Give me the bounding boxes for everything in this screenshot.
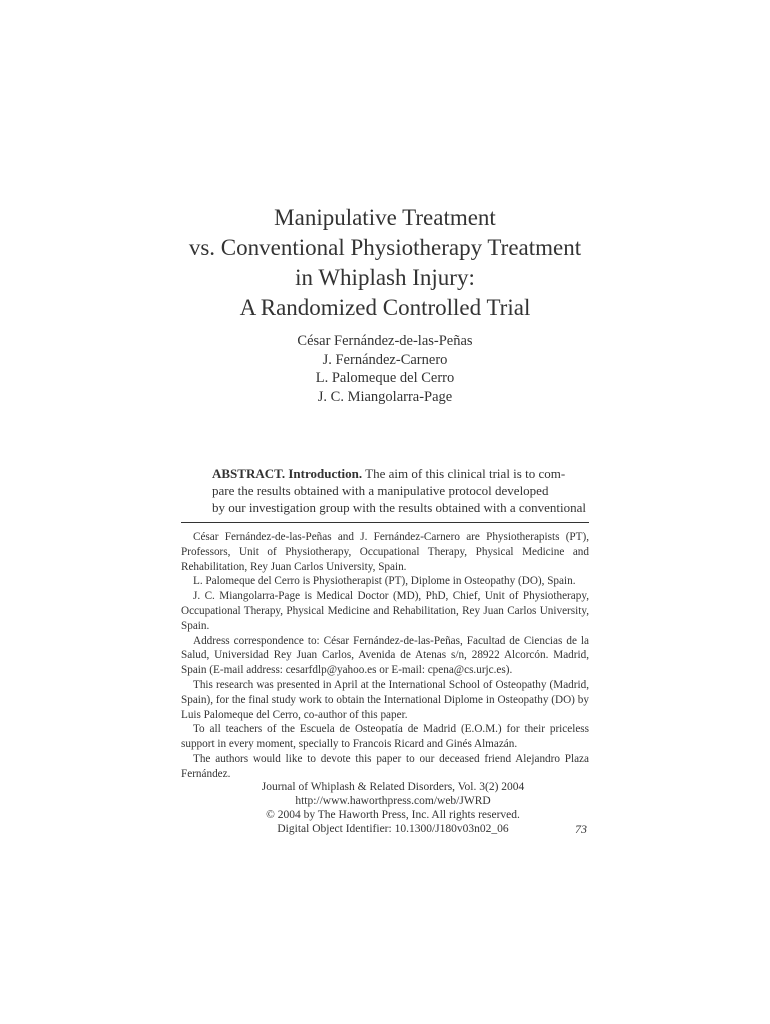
abstract (212, 465, 590, 516)
doi: Digital Object Identifier: 10.1300/J180v03n02_06 (277, 823, 509, 835)
footnote: Address correspondence to: César Fernández-de-las-Peñas, Facultad de Ciencias de la Salud, Universidad Rey Juan Carlos, Avenida de Atenas s/n, 28922 Alcorcón. Madrid, Spain (E-mail address: cesarfdlp@yahoo.es or E-mail: cpena@cs.urjc.es). (181, 634, 589, 677)
author-name: J. Fernández-Carnero (322, 351, 448, 368)
abstract-text: The aim of this clinical trial is to com- (365, 466, 566, 481)
page-number: 73 (575, 822, 587, 836)
abstract-line-1 (212, 465, 590, 482)
abstract-section-label: Introduction. (288, 466, 363, 481)
article-title (120, 203, 650, 323)
author-name: César Fernández-de-las-Peñas (297, 333, 473, 349)
title-line: vs. Conventional Physiotherapy Treatment (188, 235, 582, 260)
footnote: To all teachers of the Escuela de Osteopatía de Madrid (E.O.M.) for their priceless support in every moment, specially to Francois Ricard and Ginés Almazán. (181, 723, 589, 751)
footnote: J. C. Miangolarra-Page is Medical Doctor (MD), PhD, Chief, Unit of Physiotherapy, Occupational Therapy, Physical Medicine and Rehabilitation, Rey Juan Carlos University, Spain. (181, 590, 589, 632)
footnote-divider (181, 522, 589, 523)
abstract-label: ABSTRACT. (212, 466, 286, 481)
title-line: Manipulative Treatment (274, 205, 496, 230)
abstract-text: by our investigation group with the results obtained with a conventional (212, 500, 587, 515)
author-name: J. C. Miangolarra-Page (317, 388, 453, 405)
title-line: A Randomized Controlled Trial (239, 295, 531, 320)
copyright: © 2004 by The Haworth Press, Inc. All rights reserved. (266, 809, 520, 821)
abstract-text: pare the results obtained with a manipulative protocol developed (212, 483, 549, 498)
footnote: The authors would like to devote this paper to our deceased friend Alejandro Plaza Fernández. (181, 752, 589, 780)
footnotes (181, 530, 589, 782)
journal-url: http://www.haworthpress.com/web/JWRD (295, 795, 491, 807)
journal-citation: Journal of Whiplash & Related Disorders, Vol. 3(2) 2004 (261, 781, 525, 793)
journal-info (238, 780, 548, 836)
footnote: This research was presented in April at the International School of Osteopathy (Madrid, Spain), for the final study work to obtain the International Diplome in Osteopathy (DO) by Luis Palomeque del Cerro, co-author of this paper. (181, 678, 589, 721)
author-name: L. Palomeque del Cerro (315, 370, 455, 386)
footnote: César Fernández-de-las-Peñas and J. Fernández-Carnero are Physiotherapists (PT), Professors, Unit of Physiotherapy, Occupational Therapy, Physical Medicine and Rehabilitation, Rey Juan Carlos University, Spain. (181, 531, 589, 573)
author-list (200, 332, 570, 406)
footnote: L. Palomeque del Cerro is Physiotherapist (PT), Diplome in Osteopathy (DO), Spain. (193, 575, 576, 588)
title-line: in Whiplash Injury: (295, 265, 475, 290)
